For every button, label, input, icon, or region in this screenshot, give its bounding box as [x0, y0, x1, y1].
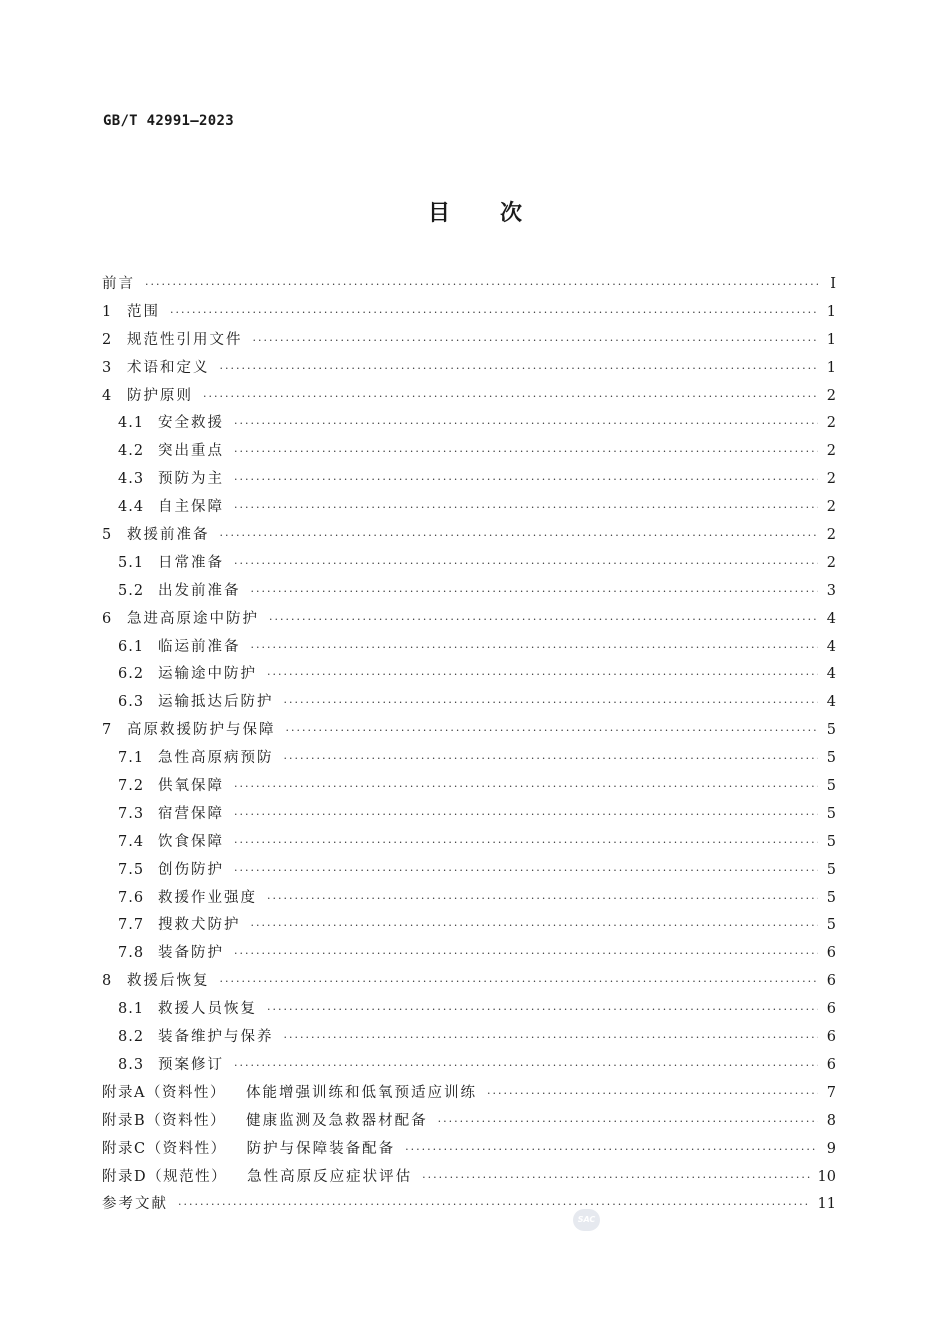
toc-entry[interactable] — [102, 327, 836, 355]
toc-dot-leader — [234, 773, 818, 801]
toc-entry[interactable] — [102, 271, 836, 299]
toc-entry-number: 附录D（规范性） — [102, 1168, 228, 1185]
toc-page-number: 6 — [826, 1001, 836, 1018]
toc-entry[interactable] — [102, 383, 836, 411]
toc-entry-label: 救援作业强度 — [158, 889, 257, 906]
toc-entry[interactable] — [102, 522, 836, 550]
toc-entry-label: 救援人员恢复 — [158, 1001, 257, 1018]
toc-page-number: 6 — [826, 1056, 836, 1073]
toc-page-number: 10 — [817, 1168, 836, 1185]
toc-entry-number: 4.1 — [118, 415, 145, 432]
toc-dot-leader — [234, 466, 818, 494]
toc-page-number: 6 — [826, 1029, 836, 1046]
toc-dot-leader — [269, 606, 818, 634]
toc-entry[interactable] — [102, 1136, 836, 1164]
toc-entry-number: 4.2 — [118, 443, 145, 460]
toc-entry-number: 4.4 — [118, 499, 145, 516]
toc-page-number: 5 — [826, 889, 836, 906]
toc-entry-label: 日常准备 — [158, 554, 224, 571]
toc-page-number: 2 — [826, 499, 836, 516]
toc-entry-number: 7 — [102, 722, 113, 739]
toc-entry-number: 8 — [102, 973, 113, 990]
toc-dot-leader — [286, 717, 819, 745]
toc-page-number: 3 — [826, 582, 836, 599]
toc-entry-label: 高原救援防护与保障 — [127, 722, 276, 739]
toc-entry-number: 6.3 — [118, 694, 145, 711]
toc-dot-leader — [234, 857, 818, 885]
toc-entry[interactable] — [102, 1080, 836, 1108]
toc-dot-leader — [267, 885, 818, 913]
toc-entry-label: 搜救犬防护 — [158, 917, 241, 934]
toc-entry-number: 8.3 — [118, 1056, 145, 1073]
toc-dot-leader — [178, 1191, 810, 1219]
toc-dot-leader — [234, 940, 818, 968]
toc-entry-label: 健康监测及急救器材配备 — [246, 1112, 428, 1129]
toc-entry-number: 附录C（资料性） — [102, 1140, 227, 1157]
toc-entry[interactable] — [102, 299, 836, 327]
toc-dot-leader — [438, 1108, 818, 1136]
toc-entry-number: 6.2 — [118, 666, 145, 683]
toc-page-number: 2 — [826, 471, 836, 488]
toc-dot-leader — [284, 689, 819, 717]
toc-dot-leader — [234, 438, 818, 466]
toc-entry[interactable] — [102, 689, 836, 717]
toc-entry-label: 出发前准备 — [158, 582, 241, 599]
toc-entry-label: 装备防护 — [158, 945, 224, 962]
toc-page-number: 2 — [826, 443, 836, 460]
toc-dot-leader — [284, 1024, 819, 1052]
toc-entry-number: 7.5 — [118, 861, 145, 878]
toc-entry-label: 预案修订 — [158, 1056, 224, 1073]
toc-entry[interactable] — [102, 1052, 836, 1080]
toc-entry[interactable] — [102, 1108, 836, 1136]
toc-page-number: 5 — [826, 750, 836, 767]
toc-dot-leader — [487, 1080, 818, 1108]
toc-entry[interactable] — [102, 1164, 836, 1192]
toc-page-number: 8 — [826, 1112, 836, 1129]
toc-page-number: 5 — [826, 833, 836, 850]
toc-entry[interactable] — [102, 1191, 836, 1219]
toc-page-number: 5 — [826, 722, 836, 739]
toc-entry[interactable] — [102, 494, 836, 522]
toc-entry[interactable] — [102, 773, 836, 801]
toc-entry[interactable] — [102, 438, 836, 466]
toc-entry-label: 术语和定义 — [127, 359, 210, 376]
toc-entry-number: 6 — [102, 610, 113, 627]
toc-dot-leader — [251, 912, 819, 940]
toc-entry[interactable] — [102, 996, 836, 1024]
toc-entry-label: 急进高原途中防护 — [127, 610, 259, 627]
toc-entry-label: 临运前准备 — [158, 638, 241, 655]
toc-page-number: 11 — [817, 1196, 836, 1213]
toc-dot-leader — [220, 355, 819, 383]
toc-entry-label: 预防为主 — [158, 471, 224, 488]
toc-entry[interactable] — [102, 578, 836, 606]
toc-dot-leader — [234, 829, 818, 857]
toc-entry[interactable] — [102, 661, 836, 689]
toc-page-number: Ⅰ — [830, 276, 836, 292]
toc-entry-label: 范围 — [127, 303, 160, 320]
toc-page-number: 5 — [826, 778, 836, 795]
toc-dot-leader — [234, 494, 818, 522]
toc-entry-number: 7.1 — [118, 750, 145, 767]
toc-entry-number: 4 — [102, 387, 113, 404]
toc-dot-leader — [267, 661, 818, 689]
toc-entry[interactable] — [102, 1024, 836, 1052]
toc-entry-number: 附录A（资料性） — [102, 1084, 226, 1101]
toc-entry-label: 突出重点 — [158, 443, 224, 460]
toc-page-number: 1 — [826, 303, 836, 320]
toc-entry-label: 运输途中防护 — [158, 666, 257, 683]
toc-entry-number: 5.2 — [118, 582, 145, 599]
toc-entry-label: 防护与保障装备配备 — [246, 1140, 396, 1157]
toc-entry-label: 体能增强训练和低氧预适应训练 — [245, 1084, 477, 1101]
toc-entry-label: 创伤防护 — [158, 861, 224, 878]
toc-entry[interactable] — [102, 940, 836, 968]
toc-entry[interactable] — [102, 968, 836, 996]
toc-dot-leader — [203, 383, 818, 411]
toc-page-number: 2 — [826, 415, 836, 432]
toc-entry[interactable] — [102, 355, 836, 383]
toc-dot-leader — [234, 801, 818, 829]
toc-entry-number: 3 — [102, 359, 113, 376]
toc-page-number: 6 — [826, 945, 836, 962]
toc-entry-number: 1 — [102, 303, 113, 320]
toc-dot-leader — [220, 522, 819, 550]
table-of-contents — [102, 271, 836, 1219]
standard-code: GB/T 42991—2023 — [103, 113, 234, 129]
toc-entry-number: 7.7 — [118, 917, 145, 934]
toc-entry[interactable] — [102, 885, 836, 913]
toc-entry-label: 安全救援 — [158, 415, 224, 432]
toc-entry[interactable] — [102, 550, 836, 578]
toc-entry-label: 供氧保障 — [158, 778, 224, 795]
toc-entry-number: 5.1 — [118, 554, 145, 571]
toc-entry[interactable] — [102, 912, 836, 940]
toc-dot-leader — [170, 299, 818, 327]
toc-page-number: 5 — [826, 805, 836, 822]
toc-entry-number: 附录B（资料性） — [102, 1112, 227, 1129]
toc-page-number: 4 — [826, 638, 836, 655]
toc-page-number: 1 — [826, 331, 836, 348]
toc-entry-label: 自主保障 — [158, 499, 224, 516]
toc-entry-label: 防护原则 — [127, 387, 193, 404]
toc-entry-label: 救援前准备 — [127, 527, 210, 544]
toc-page-number: 9 — [826, 1140, 836, 1157]
sac-watermark-logo: SAC — [573, 1209, 600, 1231]
toc-page-number: 5 — [826, 861, 836, 878]
toc-dot-leader — [220, 968, 819, 996]
toc-entry[interactable] — [102, 717, 836, 745]
toc-entry-label: 急性高原反应症状评估 — [247, 1168, 413, 1185]
toc-entry[interactable] — [102, 634, 836, 662]
toc-entry[interactable] — [102, 829, 836, 857]
toc-dot-leader — [422, 1164, 809, 1192]
toc-entry[interactable] — [102, 410, 836, 438]
toc-entry-label: 装备维护与保养 — [158, 1029, 274, 1046]
toc-entry-number: 7.6 — [118, 889, 145, 906]
toc-dot-leader — [253, 327, 819, 355]
toc-page-number: 5 — [826, 917, 836, 934]
toc-dot-leader — [234, 550, 818, 578]
toc-dot-leader — [234, 410, 818, 438]
toc-page-number: 4 — [826, 610, 836, 627]
toc-entry-number: 7.3 — [118, 805, 145, 822]
toc-dot-leader — [234, 1052, 818, 1080]
toc-dot-leader — [251, 578, 819, 606]
toc-entry-number: 8.1 — [118, 1001, 145, 1018]
toc-dot-leader — [405, 1136, 818, 1164]
toc-entry-number: 2 — [102, 331, 113, 348]
toc-entry-label: 参考文献 — [102, 1196, 168, 1213]
toc-entry[interactable] — [102, 745, 836, 773]
toc-page-number: 2 — [826, 554, 836, 571]
toc-entry-number: 7.4 — [118, 833, 145, 850]
toc-entry-number: 8.2 — [118, 1029, 145, 1046]
toc-entry-label: 宿营保障 — [158, 805, 224, 822]
toc-entry-label: 前言 — [102, 276, 135, 292]
toc-dot-leader — [284, 745, 819, 773]
toc-entry-number: 5 — [102, 527, 113, 544]
toc-page-number: 6 — [826, 973, 836, 990]
toc-page-number: 1 — [826, 359, 836, 376]
toc-entry[interactable] — [102, 801, 836, 829]
toc-page-number: 2 — [826, 527, 836, 544]
toc-entry-number: 7.8 — [118, 945, 145, 962]
toc-entry-number: 7.2 — [118, 778, 145, 795]
toc-entry[interactable] — [102, 606, 836, 634]
toc-entry-label: 救援后恢复 — [127, 973, 210, 990]
toc-page-number: 7 — [826, 1084, 836, 1101]
toc-entry-number: 6.1 — [118, 638, 145, 655]
toc-title: 目次 — [427, 201, 572, 226]
toc-dot-leader — [267, 996, 818, 1024]
toc-page-number: 2 — [826, 387, 836, 404]
toc-entry[interactable] — [102, 466, 836, 494]
toc-page-number: 4 — [826, 694, 836, 711]
toc-entry-label: 运输抵达后防护 — [158, 694, 274, 711]
toc-page-number: 4 — [826, 666, 836, 683]
toc-entry-number: 4.3 — [118, 471, 145, 488]
toc-entry-label: 饮食保障 — [158, 833, 224, 850]
toc-entry[interactable] — [102, 857, 836, 885]
toc-dot-leader — [251, 634, 819, 662]
toc-entry-label: 规范性引用文件 — [127, 331, 243, 348]
toc-entry-label: 急性高原病预防 — [158, 750, 274, 767]
toc-dot-leader — [145, 271, 818, 299]
